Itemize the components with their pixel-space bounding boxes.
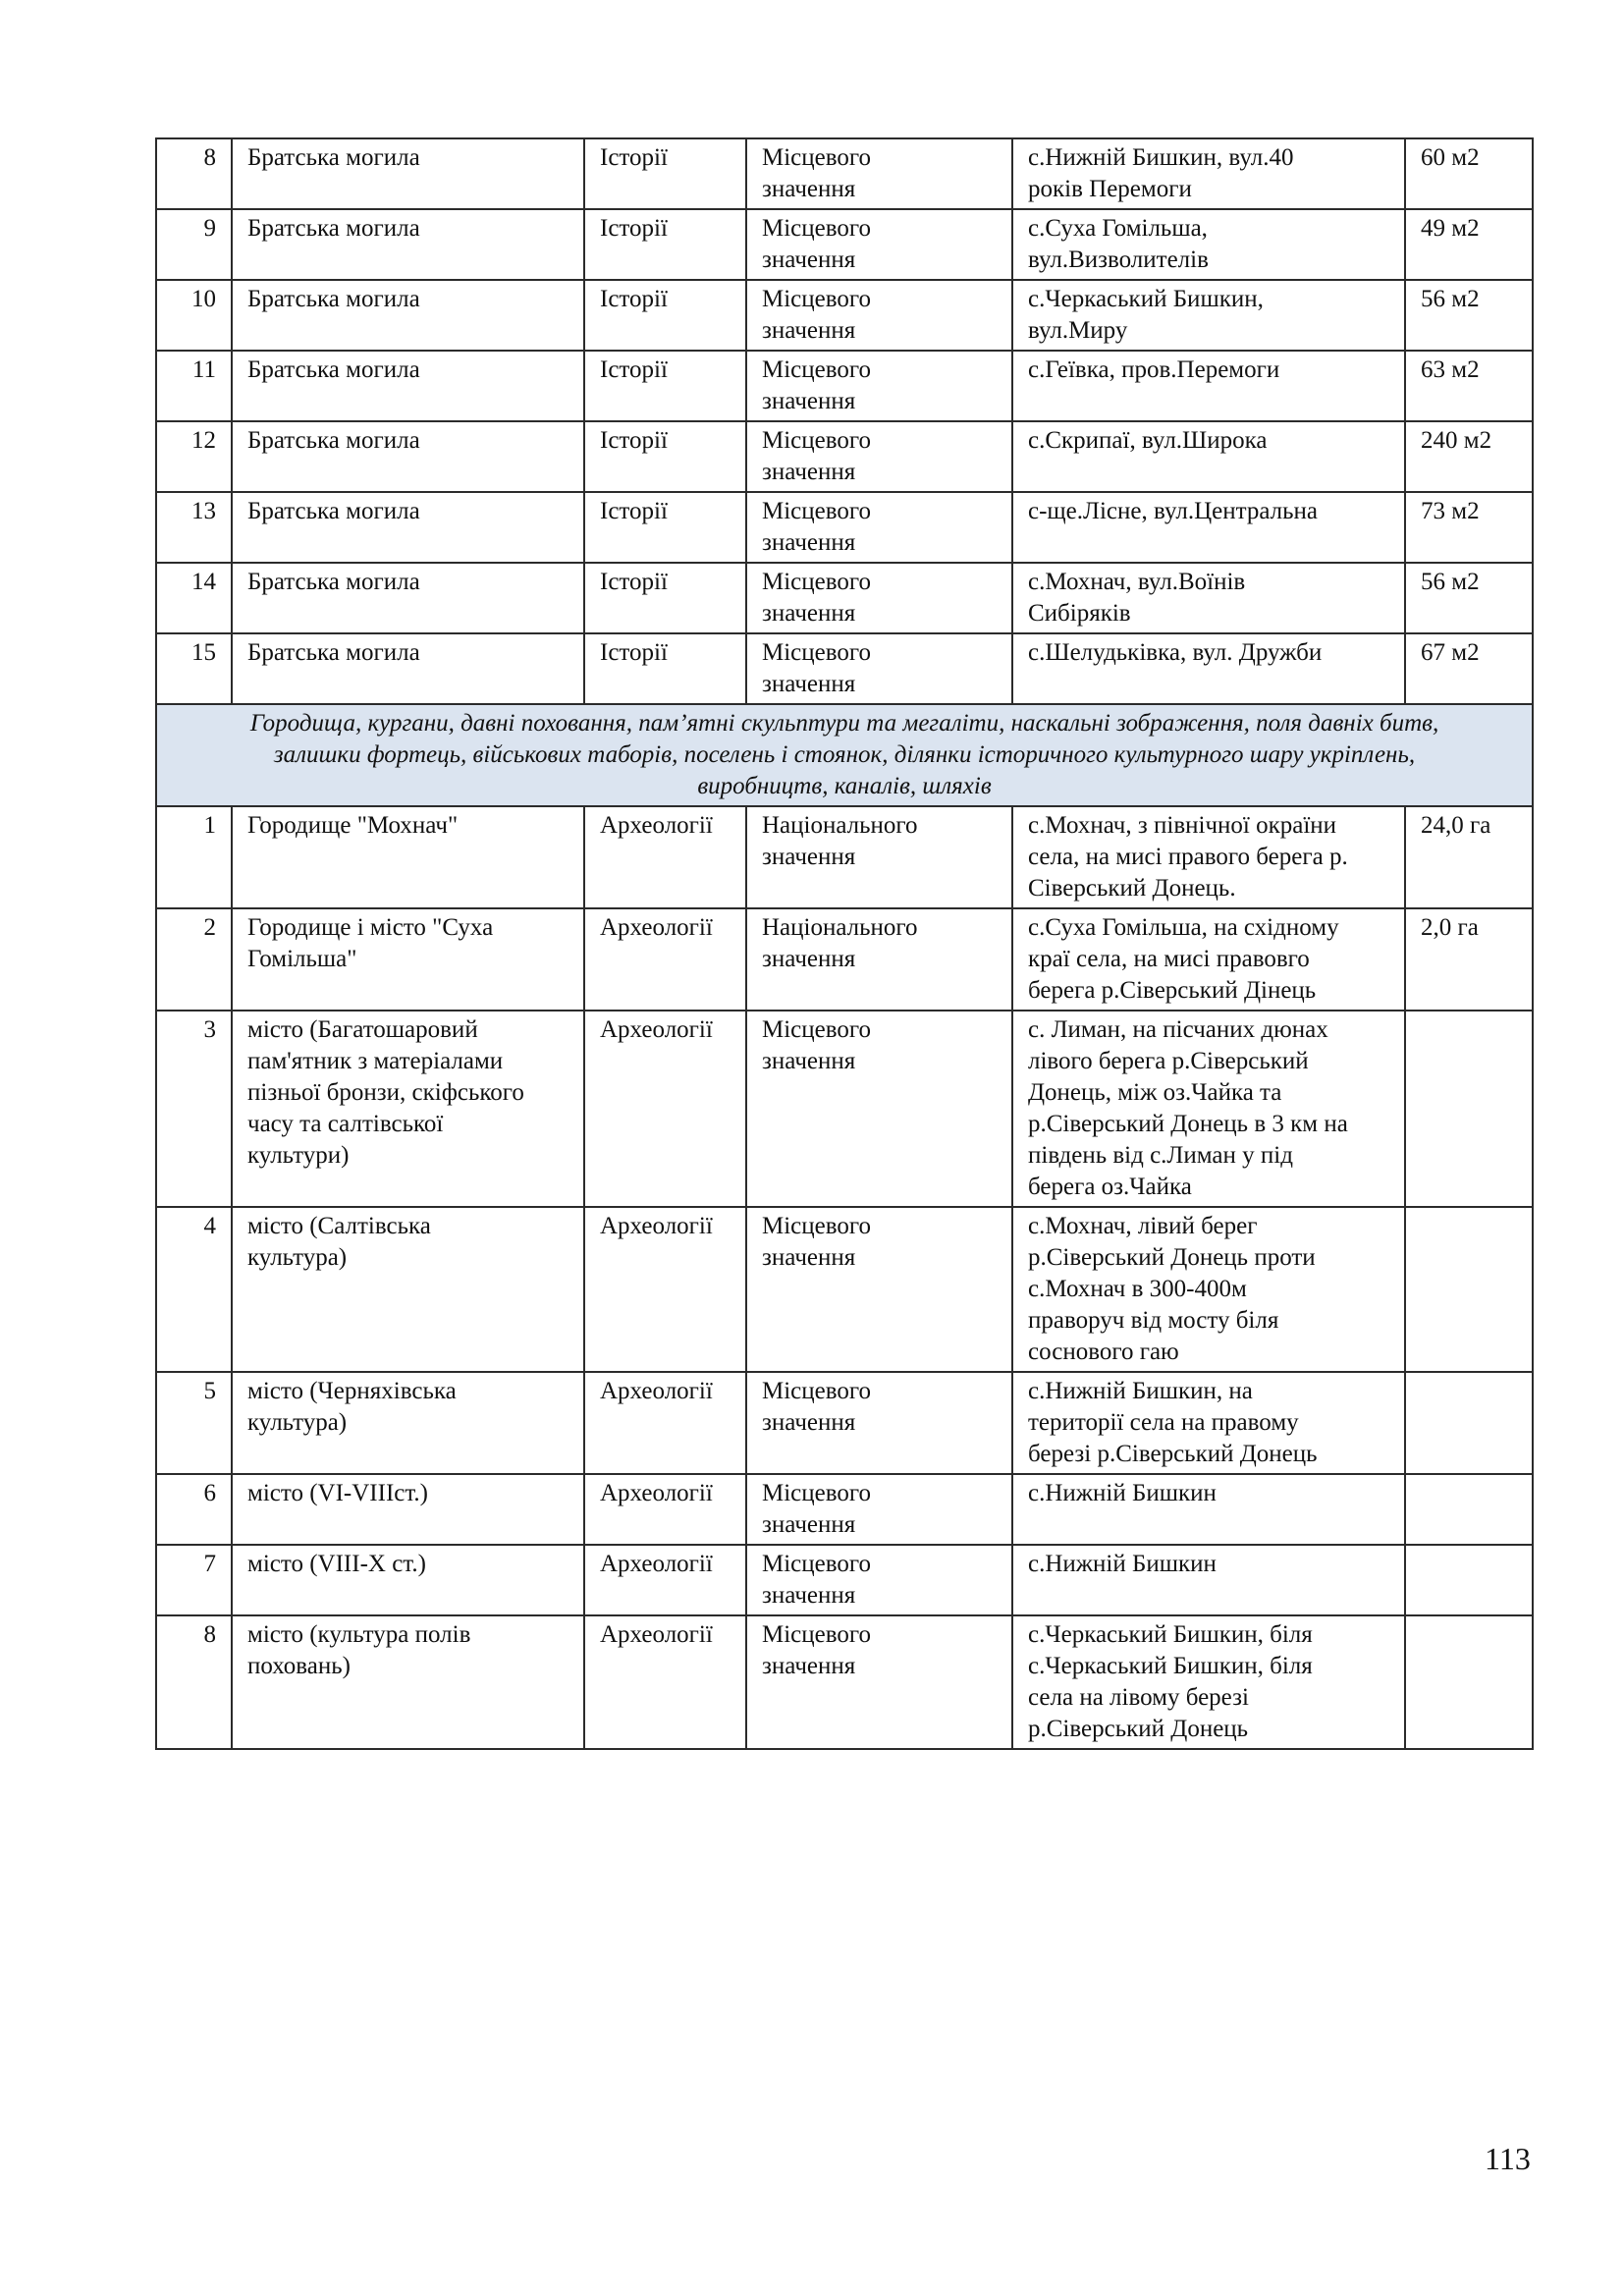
cell-significance: Місцевого значення <box>746 138 1012 209</box>
cell-area <box>1405 1474 1533 1545</box>
table-section <box>156 704 1533 806</box>
cell-location: с.Скрипаї, вул.Широка <box>1012 421 1405 492</box>
table-body-top <box>156 138 1533 704</box>
table-row <box>156 633 1533 704</box>
cell-name: Братська могила <box>232 209 584 280</box>
cell-area: 67 м2 <box>1405 633 1533 704</box>
cell-location: с.Нижній Бишкин <box>1012 1545 1405 1615</box>
table-row <box>156 209 1533 280</box>
cell-number: 9 <box>156 209 232 280</box>
cell-number: 4 <box>156 1207 232 1372</box>
cell-significance: Місцевого значення <box>746 633 1012 704</box>
cell-type: Археології <box>584 1545 746 1615</box>
table-row <box>156 351 1533 421</box>
cell-area <box>1405 1372 1533 1474</box>
cell-name: Братська могила <box>232 138 584 209</box>
cell-number: 12 <box>156 421 232 492</box>
cell-location: с.Суха Гомільша, вул.Визволителів <box>1012 209 1405 280</box>
table-row <box>156 1615 1533 1749</box>
cell-number: 8 <box>156 1615 232 1749</box>
cell-type: Археології <box>584 806 746 908</box>
cell-location: с.Мохнач, вул.Воїнів Сибіряків <box>1012 563 1405 633</box>
cell-type: Історії <box>584 138 746 209</box>
cell-name: місто (Багатошаровий пам'ятник з матеріалами пізньої бронзи, скіфського часу та салтівської культури) <box>232 1011 584 1207</box>
cell-name: Городище "Мохнач" <box>232 806 584 908</box>
cell-significance: Місцевого значення <box>746 1372 1012 1474</box>
cell-name: місто (VIII-X ст.) <box>232 1545 584 1615</box>
cell-significance: Місцевого значення <box>746 1207 1012 1372</box>
cell-type: Археології <box>584 1372 746 1474</box>
cell-type: Археології <box>584 1207 746 1372</box>
cell-significance: Національного значення <box>746 908 1012 1011</box>
table-row <box>156 1545 1533 1615</box>
cell-number: 2 <box>156 908 232 1011</box>
cell-area <box>1405 1615 1533 1749</box>
cell-location: с.Геївка, пров.Перемоги <box>1012 351 1405 421</box>
section-heading: Городища, кургани, давні поховання, пам’ятні скульптури та мегаліти, наскальні зображення, поля давніх битв, залишки фортець, військових таборів, поселень і стоянок, ділянки історичного культурного шару укріплень, виробництв, каналів, шляхів <box>156 704 1533 806</box>
cell-type: Історії <box>584 280 746 351</box>
cell-type: Історії <box>584 492 746 563</box>
table-body-bottom <box>156 806 1533 1749</box>
cell-area <box>1405 1545 1533 1615</box>
cell-type: Археології <box>584 908 746 1011</box>
cell-significance: Місцевого значення <box>746 1474 1012 1545</box>
cell-location: с.Черкаський Бишкин, біля с.Черкаський Бишкин, біля села на лівому березі р.Сіверський Донець <box>1012 1615 1405 1749</box>
cell-significance: Місцевого значення <box>746 1615 1012 1749</box>
cell-area: 49 м2 <box>1405 209 1533 280</box>
monuments-table <box>155 137 1534 1750</box>
cell-number: 3 <box>156 1011 232 1207</box>
cell-type: Історії <box>584 209 746 280</box>
cell-significance: Місцевого значення <box>746 209 1012 280</box>
cell-area: 60 м2 <box>1405 138 1533 209</box>
cell-number: 7 <box>156 1545 232 1615</box>
cell-number: 14 <box>156 563 232 633</box>
cell-number: 8 <box>156 138 232 209</box>
cell-number: 10 <box>156 280 232 351</box>
cell-type: Археології <box>584 1011 746 1207</box>
cell-significance: Місцевого значення <box>746 280 1012 351</box>
cell-area: 73 м2 <box>1405 492 1533 563</box>
cell-area: 2,0 га <box>1405 908 1533 1011</box>
cell-significance: Місцевого значення <box>746 492 1012 563</box>
cell-location: с.Мохнач, лівий берег р.Сіверський Донець проти с.Мохнач в 300-400м праворуч від мосту біля соснового гаю <box>1012 1207 1405 1372</box>
cell-area: 63 м2 <box>1405 351 1533 421</box>
cell-number: 11 <box>156 351 232 421</box>
cell-significance: Місцевого значення <box>746 563 1012 633</box>
cell-location: с-ще.Лісне, вул.Центральна <box>1012 492 1405 563</box>
cell-significance: Місцевого значення <box>746 351 1012 421</box>
table-row <box>156 1207 1533 1372</box>
cell-type: Історії <box>584 421 746 492</box>
cell-area: 56 м2 <box>1405 563 1533 633</box>
cell-area: 24,0 га <box>1405 806 1533 908</box>
table-row <box>156 421 1533 492</box>
cell-number: 6 <box>156 1474 232 1545</box>
cell-location: с.Суха Гомільша, на східному краї села, на мисі правовго берега р.Сіверський Дінець <box>1012 908 1405 1011</box>
cell-area <box>1405 1011 1533 1207</box>
cell-significance: Місцевого значення <box>746 421 1012 492</box>
cell-name: місто (VI-VIIIст.) <box>232 1474 584 1545</box>
cell-area: 56 м2 <box>1405 280 1533 351</box>
cell-location: с.Нижній Бишкин <box>1012 1474 1405 1545</box>
cell-name: місто (Салтівська культура) <box>232 1207 584 1372</box>
cell-number: 5 <box>156 1372 232 1474</box>
table-row <box>156 1011 1533 1207</box>
table-row <box>156 1372 1533 1474</box>
cell-type: Історії <box>584 633 746 704</box>
table-row <box>156 138 1533 209</box>
cell-type: Археології <box>584 1474 746 1545</box>
cell-location: с.Мохнач, з північної окраїни села, на мисі правого берега р. Сіверський Донець. <box>1012 806 1405 908</box>
cell-significance: Місцевого значення <box>746 1545 1012 1615</box>
cell-number: 15 <box>156 633 232 704</box>
section-heading-row <box>156 704 1533 806</box>
cell-type: Історії <box>584 563 746 633</box>
cell-location: с.Нижній Бишкин, на території села на правому березі р.Сіверський Донець <box>1012 1372 1405 1474</box>
cell-type: Археології <box>584 1615 746 1749</box>
cell-name: місто (культура полів поховань) <box>232 1615 584 1749</box>
table-row <box>156 280 1533 351</box>
cell-location: с.Нижній Бишкин, вул.40 років Перемоги <box>1012 138 1405 209</box>
page-number: 113 <box>1485 2141 1531 2176</box>
cell-name: Братська могила <box>232 351 584 421</box>
cell-name: Городище і місто "Суха Гомільша" <box>232 908 584 1011</box>
table-row <box>156 806 1533 908</box>
cell-significance: Національного значення <box>746 806 1012 908</box>
table-row <box>156 563 1533 633</box>
cell-name: Братська могила <box>232 280 584 351</box>
cell-name: Братська могила <box>232 633 584 704</box>
cell-name: місто (Черняхівська культура) <box>232 1372 584 1474</box>
cell-area <box>1405 1207 1533 1372</box>
cell-location: с. Лиман, на пісчаних дюнах лівого берега р.Сіверський Донець, між оз.Чайка та р.Сіверський Донець в 3 км на південь від с.Лиман у під берега оз.Чайка <box>1012 1011 1405 1207</box>
table-row <box>156 908 1533 1011</box>
cell-name: Братська могила <box>232 421 584 492</box>
cell-number: 1 <box>156 806 232 908</box>
cell-number: 13 <box>156 492 232 563</box>
cell-name: Братська могила <box>232 563 584 633</box>
cell-area: 240 м2 <box>1405 421 1533 492</box>
cell-location: с.Черкаський Бишкин, вул.Миру <box>1012 280 1405 351</box>
cell-location: с.Шелудьківка, вул. Дружби <box>1012 633 1405 704</box>
cell-significance: Місцевого значення <box>746 1011 1012 1207</box>
table-row <box>156 1474 1533 1545</box>
table-row <box>156 492 1533 563</box>
cell-type: Історії <box>584 351 746 421</box>
cell-name: Братська могила <box>232 492 584 563</box>
